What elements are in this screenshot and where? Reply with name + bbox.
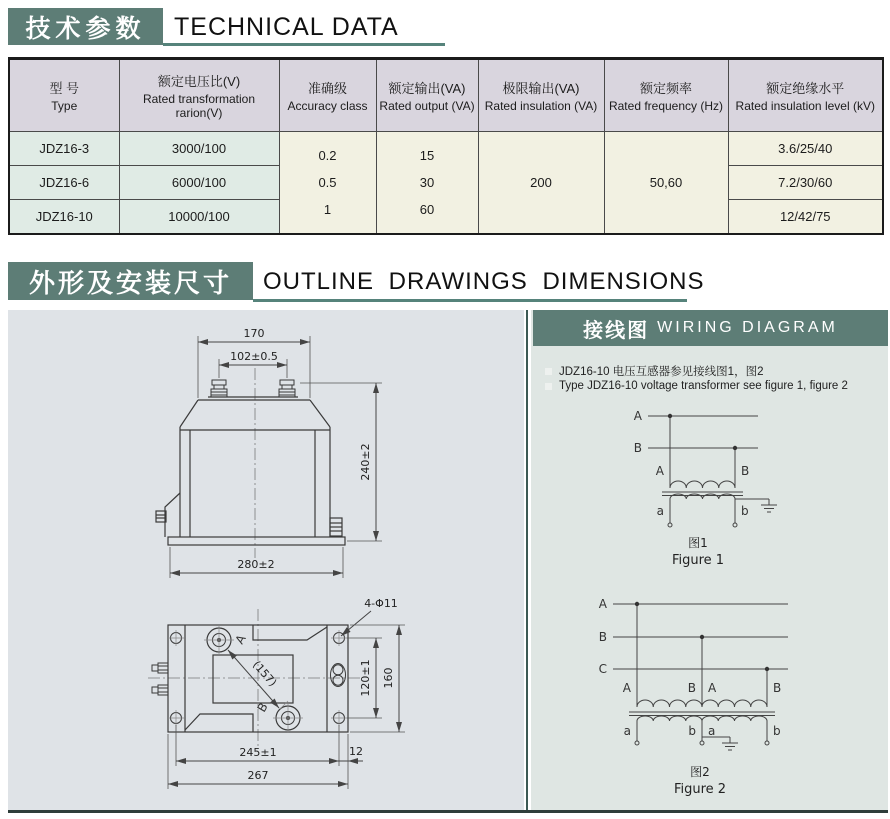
header-output-en: Rated output (VA): [379, 99, 475, 113]
wiring-note: [545, 380, 848, 392]
fig2-primary-a1: A: [622, 681, 631, 695]
technical-data-table: [8, 57, 884, 235]
cell-insulation-level: 3.6/25/40: [728, 132, 883, 166]
fig1-primary-a: A: [655, 464, 664, 478]
dim-12: 12: [349, 745, 363, 758]
dim-160: 160: [382, 667, 395, 689]
section2-title-en: OUTLINE DRAWINGS DIMENSIONS: [263, 268, 705, 295]
dim-280: 280±2: [237, 558, 275, 571]
wiring-figure-2: [531, 595, 888, 810]
header-accuracy-en: Accuracy class: [287, 99, 368, 113]
fig1-bus-a: A: [633, 409, 642, 423]
output-value: 15: [419, 147, 435, 163]
section2-title-zh: 外形及安装尺寸: [8, 262, 253, 300]
cell-ratio: 10000/100: [119, 200, 279, 234]
section1-title-en: TECHNICAL DATA: [174, 13, 399, 41]
header-limit-output-zh: 极限输出(VA): [502, 81, 580, 96]
terminal-b: [273, 703, 303, 733]
fig2-primary-b2: B: [773, 681, 782, 695]
transformer-body-front: [156, 397, 345, 545]
header-type-en: Type: [51, 99, 78, 113]
fig1-secondary-a: a: [656, 504, 664, 518]
cell-ratio: 6000/100: [119, 166, 279, 200]
header-type: [9, 59, 119, 132]
section2-underline: [253, 299, 687, 302]
panel-divider: [526, 310, 528, 810]
dim-120: 120±1: [359, 659, 372, 697]
fig1-secondary-b: b: [741, 504, 749, 518]
fig2-caption-zh: 图2: [690, 765, 710, 779]
fig1-bus-b: B: [633, 441, 642, 455]
fig2-caption-en: Figure 2: [673, 782, 727, 797]
header-ratio: [119, 59, 279, 132]
output-value: 30: [419, 174, 435, 190]
header-frequency: [604, 59, 728, 132]
wiring-diagram-panel: [531, 310, 888, 810]
header-type-zh: 型 号: [49, 81, 80, 96]
table-row: [9, 132, 883, 166]
wiring-title-en: WIRING DIAGRAM: [657, 319, 838, 336]
bullet-square-icon: [545, 368, 552, 375]
dim-holes: 4-Φ11: [364, 597, 398, 610]
wiring-diagram-header: [533, 310, 888, 346]
top-view-drawing: [8, 597, 524, 810]
terminal-b-label: B: [254, 700, 271, 715]
dim-157: (157): [250, 658, 280, 690]
fig2-secondary-b1: b: [688, 724, 696, 738]
dim-170: 170: [243, 327, 265, 340]
table-header-row: [9, 59, 883, 132]
header-insulation-level-zh: 额定绝缘水平: [766, 81, 845, 96]
accuracy-value: 0.5: [318, 174, 337, 190]
fig1-primary-b: B: [741, 464, 750, 478]
fig1-caption-en: Figure 1: [671, 553, 725, 568]
wiring-note-text: JDZ16-10 电压互感器参见接线图1，图2: [559, 366, 764, 378]
header-accuracy-zh: 准确级: [307, 81, 347, 96]
header-insulation-level: [728, 59, 883, 132]
header-accuracy: [279, 59, 376, 132]
header-limit-output-en: Rated insulation (VA): [484, 99, 598, 113]
fig2-secondary-a1: a: [623, 724, 631, 738]
cell-accuracy-class: [279, 132, 376, 234]
header-frequency-en: Rated frequency (Hz): [608, 99, 724, 113]
outline-drawings-panel: [8, 310, 524, 810]
header-frequency-zh: 额定频率: [639, 81, 692, 96]
dim-245: 245±1: [239, 746, 277, 759]
fig2-bus-a: A: [598, 597, 607, 611]
secondary-terminal-block: [331, 664, 346, 687]
cell-limit-output: 200: [478, 132, 604, 234]
cell-type: JDZ16-10: [9, 200, 119, 234]
header-output-zh: 额定输出(VA): [388, 81, 466, 96]
fig1-caption-zh: 图1: [688, 536, 708, 550]
cell-frequency: 50,60: [604, 132, 728, 234]
fig2-bus-b: B: [598, 630, 607, 644]
header-insulation-level-en: Rated insulation level (kV): [735, 99, 875, 113]
cell-type: JDZ16-3: [9, 132, 119, 166]
header-ratio-zh: 额定电压比(V): [157, 74, 241, 89]
primary-terminal-bolts: [211, 380, 295, 397]
wiring-note-text: Type JDZ16-10 voltage transformer see figure 1, figure 2: [559, 380, 848, 392]
dim-267: 267: [247, 769, 269, 782]
fig2-bus-c: C: [598, 662, 607, 676]
accuracy-value: 0.2: [318, 147, 337, 163]
fig2-secondary-b2: b: [773, 724, 781, 738]
dim-102: 102±0.5: [230, 350, 278, 363]
cell-insulation-level: 12/42/75: [728, 200, 883, 234]
wiring-title-zh: 接线图: [583, 319, 650, 342]
wiring-note: [545, 363, 763, 379]
side-terminals: [152, 663, 168, 695]
terminal-a: [204, 625, 234, 655]
bottom-rule: [8, 810, 888, 813]
cell-insulation-level: 7.2/30/60: [728, 166, 883, 200]
section1-title-zh: 技术参数: [8, 8, 163, 45]
header-limit-output: [478, 59, 604, 132]
header-ratio-en: Rated transformation rarion(V): [142, 92, 256, 120]
cell-ratio: 3000/100: [119, 132, 279, 166]
wiring-figure-1: [531, 405, 888, 580]
section1-underline: [163, 43, 445, 46]
fig2-secondary-a2: a: [708, 724, 716, 738]
fig2-primary-b1: B: [687, 681, 696, 695]
fig2-primary-a2: A: [708, 681, 717, 695]
cell-rated-output: [376, 132, 478, 234]
terminal-a-label: A: [232, 632, 249, 647]
bullet-square-icon: [545, 383, 552, 390]
dim-240: 240±2: [359, 443, 372, 481]
accuracy-value: 1: [323, 201, 332, 217]
front-view-drawing: [8, 310, 524, 597]
header-output: [376, 59, 478, 132]
cell-type: JDZ16-6: [9, 166, 119, 200]
output-value: 60: [419, 201, 435, 217]
